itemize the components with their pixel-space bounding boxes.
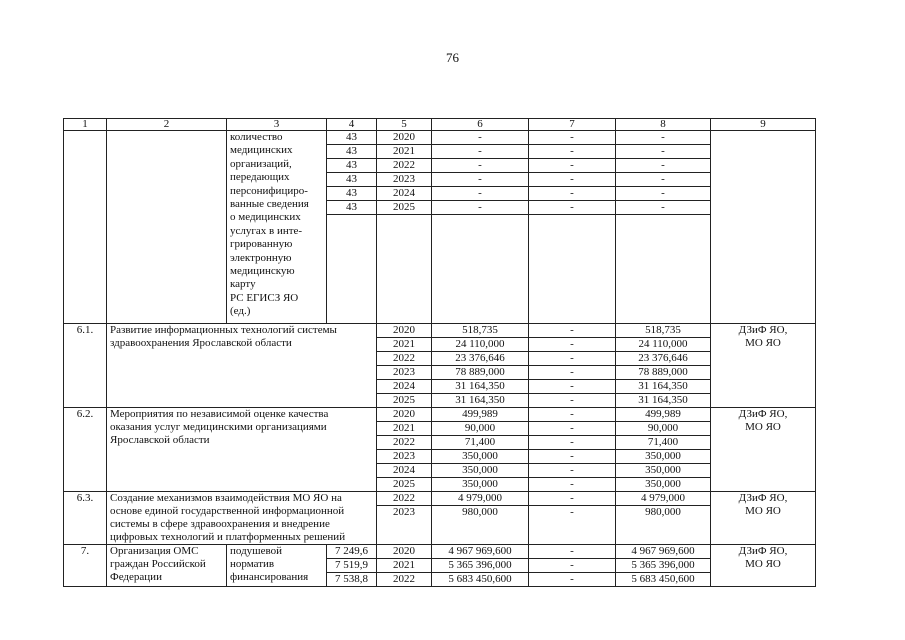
year-cell: 2025 [377,394,432,408]
value-cell: 5 365 396,000 [616,559,711,573]
executor-cell: ДЗиФ ЯО, МО ЯО [711,408,816,492]
value-cell: 350,000 [432,450,529,464]
table-row [64,545,816,559]
value-cell: - [432,159,529,173]
value-cell: 4 979,000 [432,492,529,506]
value-cell: 5 365 396,000 [432,559,529,573]
empty-cell [711,131,816,324]
value-cell: - [529,436,616,450]
item-title: Мероприятия по независимой оценке качества оказания услуг медицинскими организациями Ярославской области [107,408,377,492]
value-cell: 23 376,646 [616,352,711,366]
value-cell: 350,000 [432,464,529,478]
empty-cell [327,215,377,324]
value-cell: - [529,545,616,559]
value-cell: - [432,145,529,159]
value-cell: - [529,324,616,338]
indicator-value: 7 538,8 [327,573,377,587]
value-cell: - [529,131,616,145]
executor-cell: ДЗиФ ЯО, МО ЯО [711,545,816,587]
value-cell: 350,000 [616,478,711,492]
value-cell: 31 164,350 [432,380,529,394]
item-title: Развитие информационных технологий системы здравоохранения Ярославской области [107,324,377,408]
value-cell: 350,000 [616,450,711,464]
year-cell: 2022 [377,492,432,506]
table-row [64,324,816,338]
indicator-value: 7 249,6 [327,545,377,559]
indicator-value: 43 [327,145,377,159]
value-cell: 350,000 [616,464,711,478]
value-cell: 23 376,646 [432,352,529,366]
header-cell: 7 [529,119,616,131]
year-cell: 2022 [377,352,432,366]
value-cell: 71,400 [432,436,529,450]
year-cell: 2024 [377,187,432,201]
year-cell: 2022 [377,436,432,450]
year-cell: 2021 [377,145,432,159]
value-cell: 31 164,350 [616,394,711,408]
indicator-value: 43 [327,131,377,145]
value-cell: - [432,131,529,145]
header-cell: 9 [711,119,816,131]
indicator-value: 43 [327,159,377,173]
value-cell: 518,735 [432,324,529,338]
value-cell: 980,000 [616,506,711,545]
table-header-row [64,119,816,131]
header-cell: 1 [64,119,107,131]
value-cell: - [529,145,616,159]
value-cell: - [529,450,616,464]
value-cell: - [529,506,616,545]
value-cell: - [529,422,616,436]
value-cell: - [432,187,529,201]
empty-cell [64,131,107,324]
value-cell: - [432,173,529,187]
item-title: Создание механизмов взаимодействия МО ЯО на основе единой государственной информационной системы в сфере здравоохранения и внедрение цифровых технологий и платформенных решений [107,492,377,545]
value-cell: 4 967 969,600 [432,545,529,559]
indicator-name: подушевой норматив финансирования [227,545,327,587]
value-cell: 31 164,350 [432,394,529,408]
year-cell: 2025 [377,201,432,215]
year-cell: 2024 [377,464,432,478]
value-cell: 518,735 [616,324,711,338]
value-cell: - [529,492,616,506]
executor-cell: ДЗиФ ЯО, МО ЯО [711,492,816,545]
value-cell: 350,000 [432,478,529,492]
year-cell: 2023 [377,506,432,545]
value-cell: - [432,201,529,215]
indicator-value: 7 519,9 [327,559,377,573]
empty-cell [616,215,711,324]
value-cell: - [616,145,711,159]
year-cell: 2020 [377,408,432,422]
year-cell: 2021 [377,422,432,436]
empty-cell [529,215,616,324]
value-cell: - [529,478,616,492]
value-cell: 24 110,000 [432,338,529,352]
value-cell: 31 164,350 [616,380,711,394]
item-number: 6.3. [64,492,107,545]
header-cell: 4 [327,119,377,131]
value-cell: 90,000 [616,422,711,436]
indicator-value: 43 [327,187,377,201]
year-cell: 2021 [377,559,432,573]
value-cell: - [529,173,616,187]
table-row [64,492,816,506]
empty-cell [107,131,227,324]
year-cell: 2020 [377,131,432,145]
program-table [63,118,816,587]
header-cell: 8 [616,119,711,131]
year-cell: 2024 [377,380,432,394]
table-row [64,408,816,422]
value-cell: - [616,173,711,187]
item-number: 6.1. [64,324,107,408]
item-number: 7. [64,545,107,587]
item-number: 6.2. [64,408,107,492]
value-cell: - [529,380,616,394]
year-cell: 2023 [377,366,432,380]
year-cell: 2022 [377,159,432,173]
value-cell: - [616,201,711,215]
value-cell: 24 110,000 [616,338,711,352]
year-cell: 2023 [377,450,432,464]
value-cell: - [529,201,616,215]
page-number: 76 [446,50,459,65]
header-cell: 2 [107,119,227,131]
value-cell: 4 967 969,600 [616,545,711,559]
year-cell: 2020 [377,545,432,559]
value-cell: - [529,352,616,366]
value-cell: 980,000 [432,506,529,545]
item-title: Организация ОМС граждан Российской Федерации [107,545,227,587]
value-cell: - [529,573,616,587]
value-cell: - [529,366,616,380]
indicator-value: 43 [327,201,377,215]
year-cell: 2021 [377,338,432,352]
value-cell: - [529,559,616,573]
value-cell: 5 683 450,600 [616,573,711,587]
year-cell: 2022 [377,573,432,587]
value-cell: - [529,394,616,408]
value-cell: - [616,131,711,145]
year-cell: 2025 [377,478,432,492]
year-cell: 2023 [377,173,432,187]
indicator-value: 43 [327,173,377,187]
year-cell: 2020 [377,324,432,338]
value-cell: - [616,187,711,201]
value-cell: 71,400 [616,436,711,450]
empty-cell [432,215,529,324]
value-cell: 499,989 [432,408,529,422]
value-cell: 78 889,000 [432,366,529,380]
table-row [64,131,816,145]
header-cell: 6 [432,119,529,131]
executor-cell: ДЗиФ ЯО, МО ЯО [711,324,816,408]
value-cell: - [529,408,616,422]
empty-cell [377,215,432,324]
header-cell: 3 [227,119,327,131]
value-cell: 5 683 450,600 [432,573,529,587]
value-cell: 4 979,000 [616,492,711,506]
indicator-name: количество медицинских организаций, передающих персонифициро- ванные сведения о медицинских услугах в инте- грированную электронную медицинскую карту РС ЕГИСЗ ЯО (ед.) [227,131,327,324]
value-cell: - [616,159,711,173]
value-cell: 78 889,000 [616,366,711,380]
value-cell: - [529,464,616,478]
value-cell: - [529,187,616,201]
header-cell: 5 [377,119,432,131]
value-cell: - [529,159,616,173]
value-cell: 90,000 [432,422,529,436]
value-cell: 499,989 [616,408,711,422]
value-cell: - [529,338,616,352]
